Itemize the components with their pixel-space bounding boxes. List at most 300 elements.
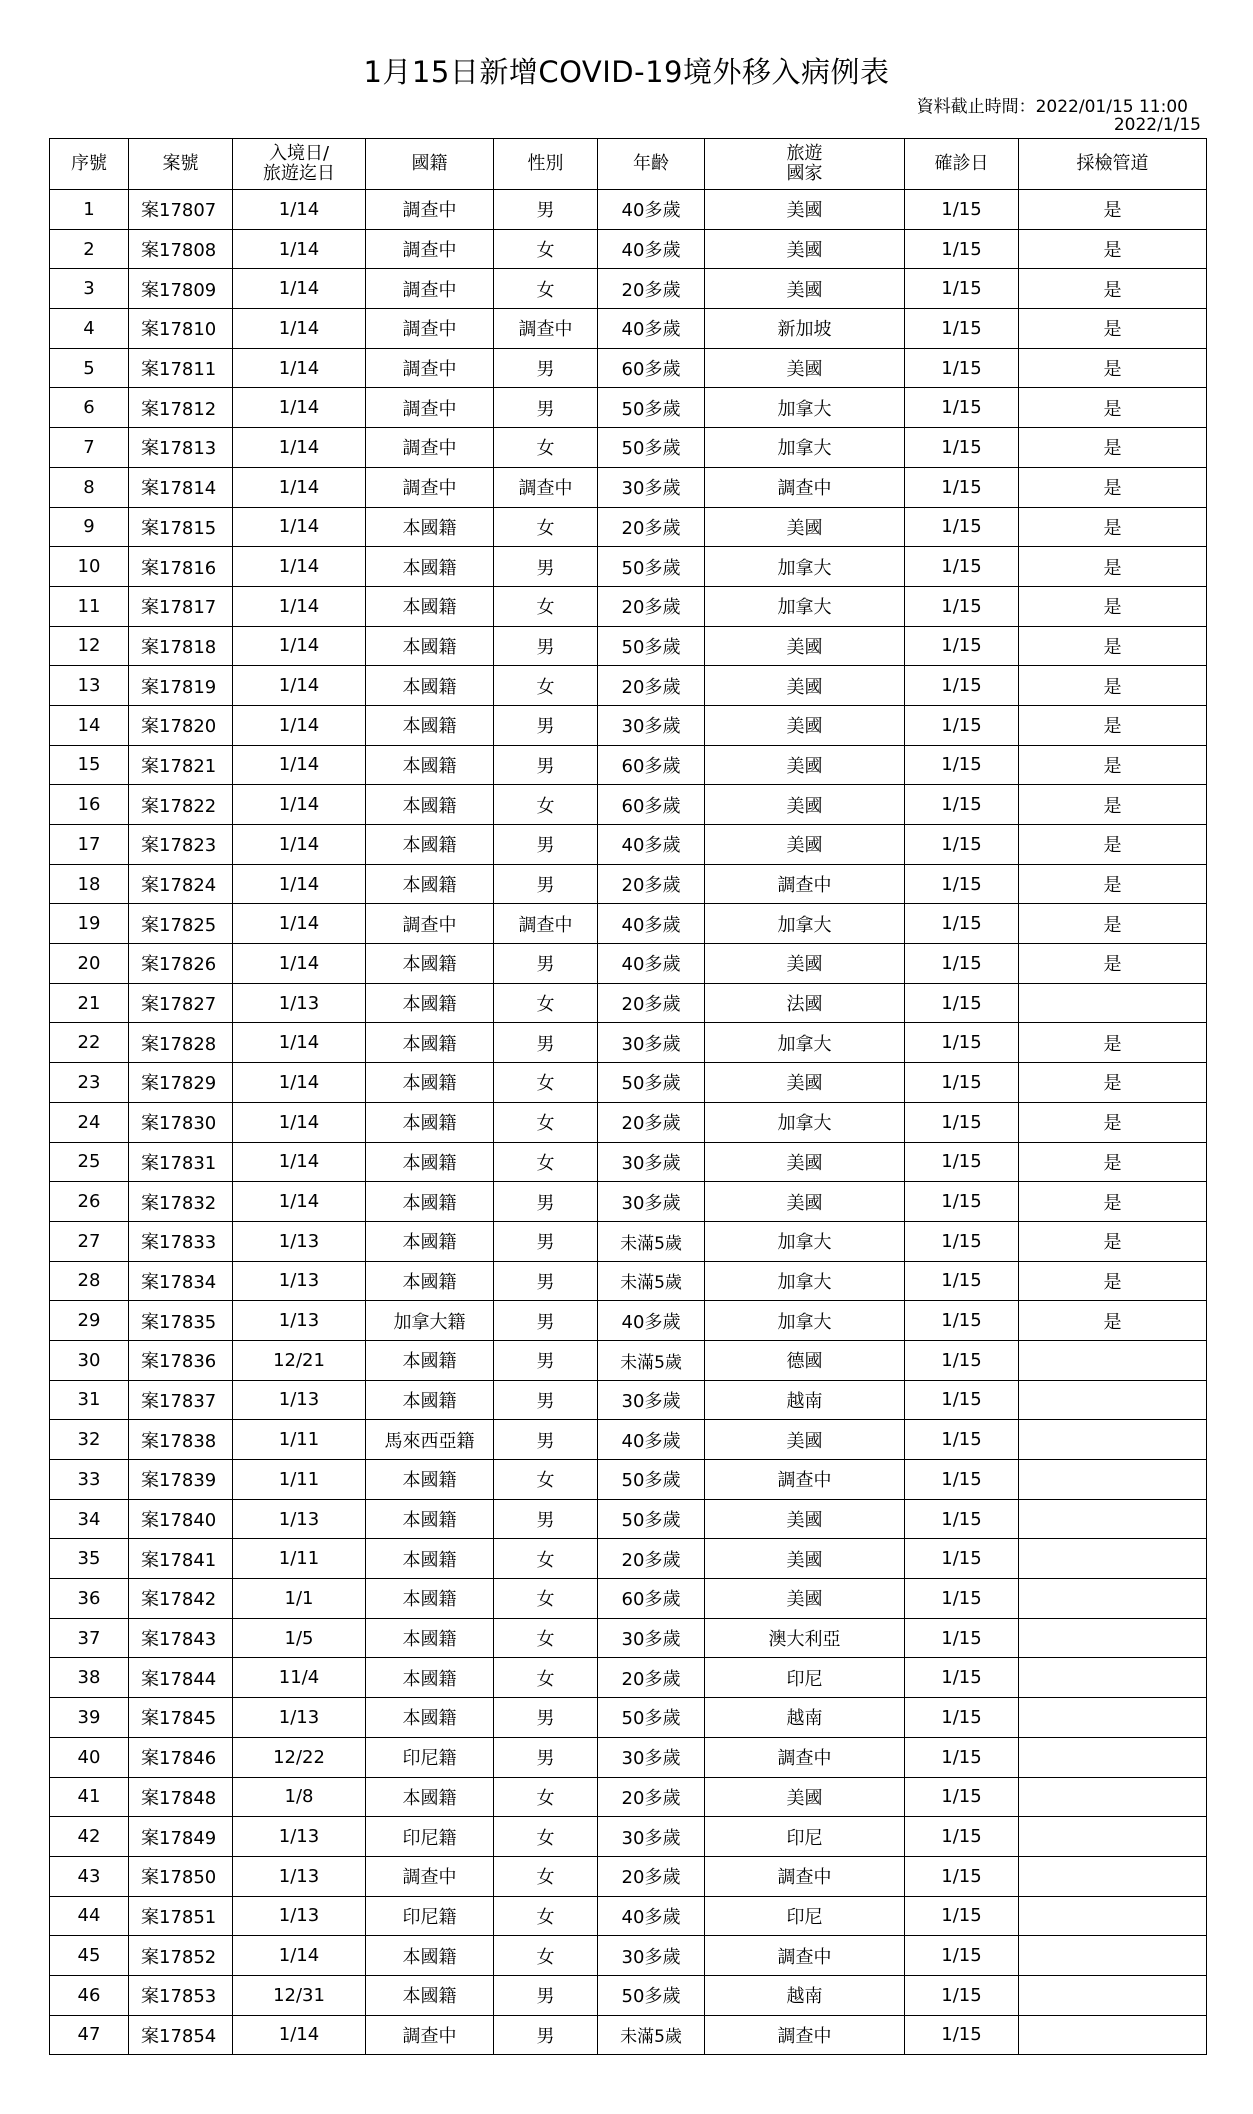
serial-cell: 4 — [50, 309, 129, 349]
confirm-date-cell: 1/15 — [905, 1698, 1019, 1738]
case-no-cell: 案17840 — [129, 1499, 233, 1539]
travel-country-cell: 美國 — [705, 1499, 905, 1539]
nationality-cell: 調查中 — [366, 229, 494, 269]
travel-country-cell: 加拿大 — [705, 1301, 905, 1341]
nationality-cell: 本國籍 — [366, 1975, 494, 2015]
case-no-cell: 案17817 — [129, 586, 233, 626]
case-no-cell: 案17852 — [129, 1936, 233, 1976]
confirm-date-cell: 1/15 — [905, 1182, 1019, 1222]
table-row — [50, 309, 1207, 349]
serial-cell: 17 — [50, 825, 129, 865]
travel-country-cell: 越南 — [705, 1380, 905, 1420]
entry-date-cell: 1/14 — [233, 229, 366, 269]
screening-channel-cell: 是 — [1019, 547, 1207, 587]
table-row — [50, 348, 1207, 388]
table-row — [50, 190, 1207, 230]
table-row — [50, 1380, 1207, 1420]
sex-cell: 女 — [494, 1936, 598, 1976]
age-cell: 30多歲 — [598, 1817, 705, 1857]
case-no-cell: 案17853 — [129, 1975, 233, 2015]
age-cell: 20多歲 — [598, 1856, 705, 1896]
header-travel-country: 旅遊 國家 — [705, 139, 905, 190]
serial-cell: 47 — [50, 2015, 129, 2055]
serial-cell: 10 — [50, 547, 129, 587]
screening-channel-cell: 是 — [1019, 348, 1207, 388]
report-date: 2022/1/15 — [1113, 115, 1201, 135]
travel-country-cell: 美國 — [705, 507, 905, 547]
entry-date-cell: 1/13 — [233, 1856, 366, 1896]
confirm-date-cell: 1/15 — [905, 1975, 1019, 2015]
travel-country-cell: 美國 — [705, 1579, 905, 1619]
entry-date-cell: 1/14 — [233, 1142, 366, 1182]
confirm-date-cell: 1/15 — [905, 1737, 1019, 1777]
table-row — [50, 1142, 1207, 1182]
confirm-date-cell: 1/15 — [905, 1658, 1019, 1698]
age-cell: 30多歲 — [598, 705, 705, 745]
case-no-cell: 案17842 — [129, 1579, 233, 1619]
nationality-cell: 本國籍 — [366, 1380, 494, 1420]
sex-cell: 女 — [494, 1539, 598, 1579]
age-cell: 50多歲 — [598, 1499, 705, 1539]
confirm-date-cell: 1/15 — [905, 586, 1019, 626]
nationality-cell: 調查中 — [366, 269, 494, 309]
age-cell: 50多歲 — [598, 428, 705, 468]
sex-cell: 女 — [494, 1460, 598, 1500]
serial-cell: 24 — [50, 1102, 129, 1142]
sex-cell: 男 — [494, 1340, 598, 1380]
case-no-cell: 案17818 — [129, 626, 233, 666]
sex-cell: 女 — [494, 229, 598, 269]
entry-date-cell: 1/14 — [233, 2015, 366, 2055]
confirm-date-cell: 1/15 — [905, 269, 1019, 309]
screening-channel-cell: 是 — [1019, 1221, 1207, 1261]
table-row — [50, 1182, 1207, 1222]
table-row — [50, 666, 1207, 706]
screening-channel-cell — [1019, 1499, 1207, 1539]
screening-channel-cell — [1019, 1817, 1207, 1857]
case-no-cell: 案17808 — [129, 229, 233, 269]
entry-date-cell: 1/14 — [233, 825, 366, 865]
travel-country-cell: 加拿大 — [705, 388, 905, 428]
nationality-cell: 本國籍 — [366, 626, 494, 666]
age-cell: 30多歲 — [598, 1142, 705, 1182]
confirm-date-cell: 1/15 — [905, 904, 1019, 944]
travel-country-cell: 澳大利亞 — [705, 1618, 905, 1658]
confirm-date-cell: 1/15 — [905, 1936, 1019, 1976]
case-no-cell: 案17810 — [129, 309, 233, 349]
case-no-cell: 案17826 — [129, 944, 233, 984]
travel-country-cell: 加拿大 — [705, 1261, 905, 1301]
nationality-cell: 本國籍 — [366, 1102, 494, 1142]
screening-channel-cell: 是 — [1019, 1142, 1207, 1182]
age-cell: 20多歲 — [598, 507, 705, 547]
confirm-date-cell: 1/15 — [905, 507, 1019, 547]
table-row — [50, 1658, 1207, 1698]
table-row — [50, 864, 1207, 904]
case-no-cell: 案17854 — [129, 2015, 233, 2055]
travel-country-cell: 美國 — [705, 1777, 905, 1817]
serial-cell: 30 — [50, 1340, 129, 1380]
table-row — [50, 1737, 1207, 1777]
age-cell: 30多歲 — [598, 1023, 705, 1063]
table-row — [50, 1936, 1207, 1976]
serial-cell: 22 — [50, 1023, 129, 1063]
header-age: 年齡 — [598, 139, 705, 190]
table-row — [50, 1856, 1207, 1896]
nationality-cell: 本國籍 — [366, 1182, 494, 1222]
screening-channel-cell: 是 — [1019, 745, 1207, 785]
confirm-date-cell: 1/15 — [905, 1460, 1019, 1500]
nationality-cell: 本國籍 — [366, 1579, 494, 1619]
table-row — [50, 1579, 1207, 1619]
travel-country-cell: 美國 — [705, 348, 905, 388]
sex-cell: 男 — [494, 1221, 598, 1261]
case-no-cell: 案17830 — [129, 1102, 233, 1142]
serial-cell: 33 — [50, 1460, 129, 1500]
nationality-cell: 本國籍 — [366, 1658, 494, 1698]
travel-country-cell: 美國 — [705, 626, 905, 666]
age-cell: 30多歲 — [598, 467, 705, 507]
sex-cell: 調查中 — [494, 467, 598, 507]
sex-cell: 女 — [494, 983, 598, 1023]
sex-cell: 男 — [494, 190, 598, 230]
age-cell: 20多歲 — [598, 1777, 705, 1817]
case-no-cell: 案17839 — [129, 1460, 233, 1500]
sex-cell: 男 — [494, 348, 598, 388]
case-no-cell: 案17849 — [129, 1817, 233, 1857]
screening-channel-cell — [1019, 1658, 1207, 1698]
age-cell: 60多歲 — [598, 785, 705, 825]
entry-date-cell: 1/14 — [233, 1023, 366, 1063]
sex-cell: 男 — [494, 944, 598, 984]
serial-cell: 15 — [50, 745, 129, 785]
sex-cell: 女 — [494, 269, 598, 309]
confirm-date-cell: 1/15 — [905, 1023, 1019, 1063]
table-row — [50, 1420, 1207, 1460]
serial-cell: 13 — [50, 666, 129, 706]
age-cell: 20多歲 — [598, 586, 705, 626]
sex-cell: 男 — [494, 1420, 598, 1460]
travel-country-cell: 美國 — [705, 1182, 905, 1222]
case-no-cell: 案17829 — [129, 1063, 233, 1103]
serial-cell: 32 — [50, 1420, 129, 1460]
case-no-cell: 案17831 — [129, 1142, 233, 1182]
nationality-cell: 馬來西亞籍 — [366, 1420, 494, 1460]
nationality-cell: 本國籍 — [366, 586, 494, 626]
sex-cell: 男 — [494, 864, 598, 904]
travel-country-cell: 加拿大 — [705, 1221, 905, 1261]
sex-cell: 女 — [494, 507, 598, 547]
entry-date-cell: 1/14 — [233, 626, 366, 666]
entry-date-cell: 12/22 — [233, 1737, 366, 1777]
serial-cell: 42 — [50, 1817, 129, 1857]
serial-cell: 8 — [50, 467, 129, 507]
confirm-date-cell: 1/15 — [905, 1102, 1019, 1142]
sex-cell: 女 — [494, 1618, 598, 1658]
screening-channel-cell: 是 — [1019, 586, 1207, 626]
screening-channel-cell — [1019, 1460, 1207, 1500]
table-row — [50, 705, 1207, 745]
age-cell: 20多歲 — [598, 269, 705, 309]
serial-cell: 16 — [50, 785, 129, 825]
table-header-row — [50, 139, 1207, 190]
nationality-cell: 本國籍 — [366, 1698, 494, 1738]
entry-date-cell: 1/14 — [233, 944, 366, 984]
confirm-date-cell: 1/15 — [905, 944, 1019, 984]
sex-cell: 女 — [494, 1896, 598, 1936]
case-no-cell: 案17824 — [129, 864, 233, 904]
age-cell: 40多歲 — [598, 904, 705, 944]
confirm-date-cell: 1/15 — [905, 388, 1019, 428]
screening-channel-cell — [1019, 1975, 1207, 2015]
age-cell: 20多歲 — [598, 1658, 705, 1698]
confirm-date-cell: 1/15 — [905, 1301, 1019, 1341]
age-cell: 60多歲 — [598, 745, 705, 785]
serial-cell: 3 — [50, 269, 129, 309]
screening-channel-cell — [1019, 1539, 1207, 1579]
header-serial: 序號 — [50, 139, 129, 190]
entry-date-cell: 1/1 — [233, 1579, 366, 1619]
age-cell: 40多歲 — [598, 1420, 705, 1460]
confirm-date-cell: 1/15 — [905, 1063, 1019, 1103]
travel-country-cell: 美國 — [705, 944, 905, 984]
entry-date-cell: 1/14 — [233, 547, 366, 587]
travel-country-cell: 美國 — [705, 825, 905, 865]
age-cell: 50多歲 — [598, 626, 705, 666]
sex-cell: 男 — [494, 1380, 598, 1420]
serial-cell: 41 — [50, 1777, 129, 1817]
sex-cell: 男 — [494, 626, 598, 666]
nationality-cell: 本國籍 — [366, 507, 494, 547]
travel-country-cell: 調查中 — [705, 1856, 905, 1896]
travel-country-cell: 加拿大 — [705, 1102, 905, 1142]
travel-country-cell: 調查中 — [705, 1460, 905, 1500]
case-no-cell: 案17834 — [129, 1261, 233, 1301]
table-row — [50, 1221, 1207, 1261]
age-cell: 50多歲 — [598, 1698, 705, 1738]
confirm-date-cell: 1/15 — [905, 1499, 1019, 1539]
entry-date-cell: 1/14 — [233, 705, 366, 745]
entry-date-cell: 1/14 — [233, 1063, 366, 1103]
screening-channel-cell: 是 — [1019, 388, 1207, 428]
case-no-cell: 案17835 — [129, 1301, 233, 1341]
screening-channel-cell — [1019, 1856, 1207, 1896]
confirm-date-cell: 1/15 — [905, 190, 1019, 230]
age-cell: 50多歲 — [598, 388, 705, 428]
screening-channel-cell — [1019, 1698, 1207, 1738]
nationality-cell: 本國籍 — [366, 1460, 494, 1500]
entry-date-cell: 1/11 — [233, 1539, 366, 1579]
age-cell: 30多歲 — [598, 1380, 705, 1420]
confirm-date-cell: 1/15 — [905, 1618, 1019, 1658]
table-row — [50, 745, 1207, 785]
travel-country-cell: 越南 — [705, 1698, 905, 1738]
sex-cell: 女 — [494, 1142, 598, 1182]
case-no-cell: 案17833 — [129, 1221, 233, 1261]
case-no-cell: 案17827 — [129, 983, 233, 1023]
travel-country-cell: 印尼 — [705, 1896, 905, 1936]
age-cell: 30多歲 — [598, 1737, 705, 1777]
screening-channel-cell — [1019, 1618, 1207, 1658]
entry-date-cell: 1/14 — [233, 1936, 366, 1976]
age-cell: 60多歲 — [598, 348, 705, 388]
nationality-cell: 本國籍 — [366, 1261, 494, 1301]
entry-date-cell: 1/13 — [233, 1261, 366, 1301]
travel-country-cell: 加拿大 — [705, 547, 905, 587]
sex-cell: 女 — [494, 428, 598, 468]
travel-country-cell: 美國 — [705, 269, 905, 309]
travel-country-cell: 美國 — [705, 666, 905, 706]
age-cell: 未滿5歲 — [598, 2015, 705, 2055]
confirm-date-cell: 1/15 — [905, 1340, 1019, 1380]
age-cell: 50多歲 — [598, 1063, 705, 1103]
sex-cell: 男 — [494, 547, 598, 587]
sex-cell: 調查中 — [494, 904, 598, 944]
case-no-cell: 案17812 — [129, 388, 233, 428]
table-row — [50, 1975, 1207, 2015]
travel-country-cell: 法國 — [705, 983, 905, 1023]
table-row — [50, 1023, 1207, 1063]
travel-country-cell: 加拿大 — [705, 586, 905, 626]
table-row — [50, 1301, 1207, 1341]
entry-date-cell: 1/13 — [233, 1380, 366, 1420]
nationality-cell: 本國籍 — [366, 1539, 494, 1579]
screening-channel-cell: 是 — [1019, 467, 1207, 507]
screening-channel-cell: 是 — [1019, 1023, 1207, 1063]
page-title: 1月15日新增COVID-19境外移入病例表 — [363, 55, 890, 89]
case-no-cell: 案17838 — [129, 1420, 233, 1460]
header-screening-channel: 採檢管道 — [1019, 139, 1207, 190]
serial-cell: 23 — [50, 1063, 129, 1103]
serial-cell: 20 — [50, 944, 129, 984]
case-no-cell: 案17820 — [129, 705, 233, 745]
confirm-date-cell: 1/15 — [905, 1221, 1019, 1261]
nationality-cell: 本國籍 — [366, 547, 494, 587]
serial-cell: 40 — [50, 1737, 129, 1777]
table-row — [50, 825, 1207, 865]
serial-cell: 9 — [50, 507, 129, 547]
nationality-cell: 調查中 — [366, 1856, 494, 1896]
serial-cell: 36 — [50, 1579, 129, 1619]
age-cell: 40多歲 — [598, 1301, 705, 1341]
screening-channel-cell: 是 — [1019, 904, 1207, 944]
travel-country-cell: 加拿大 — [705, 904, 905, 944]
table-row — [50, 1777, 1207, 1817]
case-no-cell: 案17811 — [129, 348, 233, 388]
entry-date-cell: 1/5 — [233, 1618, 366, 1658]
age-cell: 未滿5歲 — [598, 1221, 705, 1261]
header-sex: 性別 — [494, 139, 598, 190]
nationality-cell: 本國籍 — [366, 944, 494, 984]
screening-channel-cell: 是 — [1019, 428, 1207, 468]
case-no-cell: 案17850 — [129, 1856, 233, 1896]
sex-cell: 女 — [494, 785, 598, 825]
table-row — [50, 428, 1207, 468]
confirm-date-cell: 1/15 — [905, 705, 1019, 745]
sex-cell: 女 — [494, 586, 598, 626]
age-cell: 40多歲 — [598, 825, 705, 865]
screening-channel-cell — [1019, 2015, 1207, 2055]
sex-cell: 男 — [494, 1182, 598, 1222]
table-row — [50, 1698, 1207, 1738]
travel-country-cell: 加拿大 — [705, 1023, 905, 1063]
case-no-cell: 案17832 — [129, 1182, 233, 1222]
nationality-cell: 印尼籍 — [366, 1896, 494, 1936]
data-cutoff-time: 資料截止時間：2022/01/15 11:00 — [916, 97, 1188, 117]
confirm-date-cell: 1/15 — [905, 745, 1019, 785]
confirm-date-cell: 1/15 — [905, 1579, 1019, 1619]
confirm-date-cell: 1/15 — [905, 1142, 1019, 1182]
entry-date-cell: 1/14 — [233, 666, 366, 706]
age-cell: 40多歲 — [598, 309, 705, 349]
sex-cell: 女 — [494, 1777, 598, 1817]
travel-country-cell: 調查中 — [705, 467, 905, 507]
sex-cell: 女 — [494, 1817, 598, 1857]
sex-cell: 男 — [494, 745, 598, 785]
nationality-cell: 印尼籍 — [366, 1817, 494, 1857]
age-cell: 40多歲 — [598, 229, 705, 269]
case-no-cell: 案17815 — [129, 507, 233, 547]
table-row — [50, 507, 1207, 547]
travel-country-cell: 調查中 — [705, 1936, 905, 1976]
travel-country-cell: 印尼 — [705, 1817, 905, 1857]
serial-cell: 31 — [50, 1380, 129, 1420]
entry-date-cell: 1/11 — [233, 1460, 366, 1500]
serial-cell: 43 — [50, 1856, 129, 1896]
case-no-cell: 案17819 — [129, 666, 233, 706]
table-row — [50, 586, 1207, 626]
travel-country-cell: 加拿大 — [705, 428, 905, 468]
entry-date-cell: 1/13 — [233, 1896, 366, 1936]
table-row — [50, 1499, 1207, 1539]
confirm-date-cell: 1/15 — [905, 1896, 1019, 1936]
nationality-cell: 本國籍 — [366, 1499, 494, 1539]
case-no-cell: 案17807 — [129, 190, 233, 230]
confirm-date-cell: 1/15 — [905, 785, 1019, 825]
case-no-cell: 案17813 — [129, 428, 233, 468]
table-row — [50, 1063, 1207, 1103]
nationality-cell: 本國籍 — [366, 864, 494, 904]
entry-date-cell: 1/14 — [233, 309, 366, 349]
sex-cell: 女 — [494, 1579, 598, 1619]
nationality-cell: 調查中 — [366, 309, 494, 349]
travel-country-cell: 調查中 — [705, 1737, 905, 1777]
age-cell: 50多歲 — [598, 1975, 705, 2015]
table-row — [50, 269, 1207, 309]
age-cell: 30多歲 — [598, 1618, 705, 1658]
sex-cell: 女 — [494, 1856, 598, 1896]
age-cell: 未滿5歲 — [598, 1340, 705, 1380]
table-row — [50, 547, 1207, 587]
table-row — [50, 983, 1207, 1023]
age-cell: 40多歲 — [598, 1896, 705, 1936]
serial-cell: 38 — [50, 1658, 129, 1698]
travel-country-cell: 美國 — [705, 190, 905, 230]
table-row — [50, 229, 1207, 269]
nationality-cell: 調查中 — [366, 388, 494, 428]
screening-channel-cell: 是 — [1019, 785, 1207, 825]
screening-channel-cell: 是 — [1019, 626, 1207, 666]
nationality-cell: 本國籍 — [366, 1142, 494, 1182]
case-table-body — [50, 190, 1207, 2055]
entry-date-cell: 12/21 — [233, 1340, 366, 1380]
nationality-cell: 加拿大籍 — [366, 1301, 494, 1341]
confirm-date-cell: 1/15 — [905, 864, 1019, 904]
entry-date-cell: 1/14 — [233, 1182, 366, 1222]
screening-channel-cell — [1019, 1340, 1207, 1380]
travel-country-cell: 美國 — [705, 1142, 905, 1182]
nationality-cell: 本國籍 — [366, 1936, 494, 1976]
